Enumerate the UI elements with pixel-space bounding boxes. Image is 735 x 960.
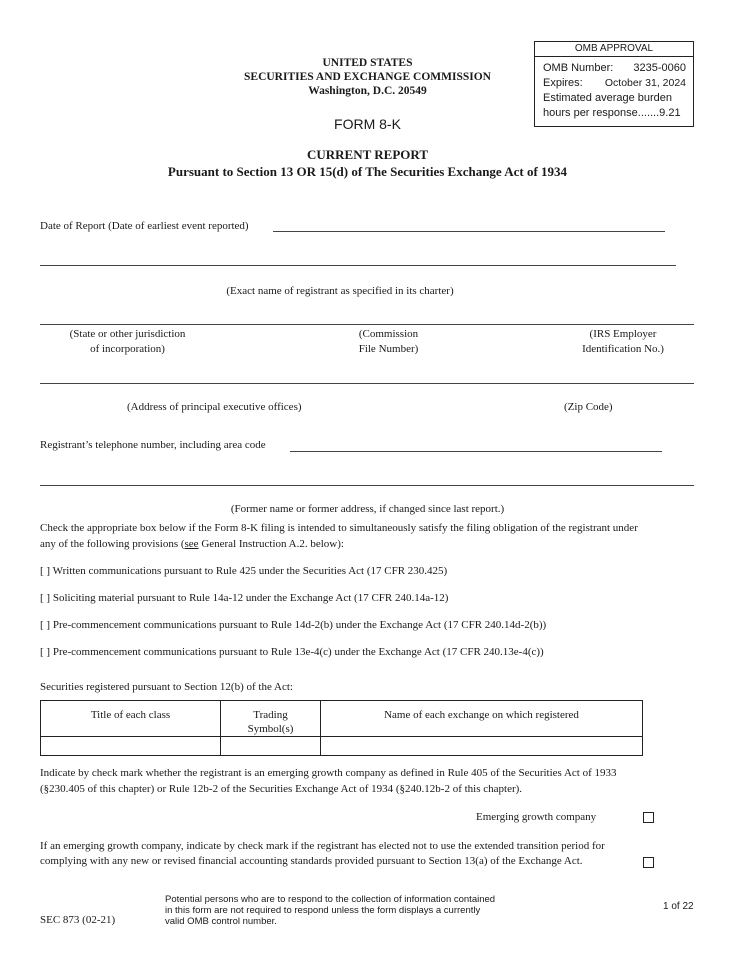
telephone-line[interactable] xyxy=(290,451,662,452)
date-of-report-label: Date of Report (Date of earliest event reported) xyxy=(40,220,249,232)
omb-expires-label: Expires: xyxy=(543,77,583,89)
transition-period-checkbox[interactable] xyxy=(643,857,654,868)
provision-rule-14d-2b[interactable]: [ ] Pre-commencement communications pursuant to Rule 14d-2(b) under the Exchange Act (17 CFR 240.14d-2(b)) xyxy=(40,619,547,631)
former-name-caption: (Former name or former address, if changed since last report.) xyxy=(230,503,505,515)
omb-burden-line1: Estimated average burden xyxy=(543,92,673,104)
agency-country: UNITED STATES xyxy=(322,57,413,69)
col-trading-symbol-line2: Symbol(s) xyxy=(247,723,294,735)
check-instruction-line1: Check the appropriate box below if the Form 8-K filing is intended to simultaneously satisfy the filing obligation of the registrant under xyxy=(40,522,638,534)
former-name-line[interactable] xyxy=(40,485,694,486)
agency-address: Washington, D.C. 20549 xyxy=(308,85,427,97)
address-line[interactable] xyxy=(40,383,694,384)
date-of-report-line[interactable] xyxy=(273,231,665,232)
omb-number-label: OMB Number: xyxy=(543,62,614,74)
omb-notice-line2: in this form are not required to respond unless the form displays a currently xyxy=(165,905,481,916)
omb-number-value: 3235-0060 xyxy=(633,62,687,74)
col-title-of-class: Title of each class xyxy=(90,709,171,721)
report-subtitle: Pursuant to Section 13 OR 15(d) of The Securities Exchange Act of 1934 xyxy=(167,164,568,179)
registrant-name-caption: (Exact name of registrant as specified in its charter) xyxy=(226,285,454,297)
securities-table xyxy=(40,700,643,756)
commission-caption-line1: (Commission xyxy=(358,328,419,340)
report-title: CURRENT REPORT xyxy=(306,147,428,162)
omb-expires-row xyxy=(543,76,686,90)
check-instruction-post: General Instruction A.2. below): xyxy=(198,538,344,550)
state-caption-line2: of incorporation) xyxy=(90,343,165,355)
provision-rule-13e-4c[interactable]: [ ] Pre-commencement communications pursuant to Rule 13e-4(c) under the Exchange Act (17 CFR 240.13e-4(c)) xyxy=(40,646,544,658)
see-link[interactable]: see xyxy=(184,538,199,550)
provision-rule-425[interactable]: [ ] Written communications pursuant to Rule 425 under the Securities Act (17 CFR 230.425) xyxy=(40,565,448,577)
state-caption-line1: (State or other jurisdiction xyxy=(69,328,186,340)
commission-caption-line2: File Number) xyxy=(358,343,419,355)
check-instruction-line2 xyxy=(40,537,344,551)
zip-caption: (Zip Code) xyxy=(564,401,613,413)
omb-notice-line1: Potential persons who are to respond to the collection of information contained xyxy=(165,894,496,905)
telephone-label: Registrant’s telephone number, including area code xyxy=(40,439,266,451)
form-code: SEC 873 (02-21) xyxy=(40,914,116,926)
omb-approval-box xyxy=(534,41,694,127)
omb-number-row xyxy=(543,61,686,75)
provision-rule-14a-12[interactable]: [ ] Soliciting material pursuant to Rule 14a-12 under the Exchange Act (17 CFR 240.14a-12) xyxy=(40,592,449,604)
omb-notice-line3: valid OMB control number. xyxy=(165,916,277,927)
page-number: 1 of 22 xyxy=(663,901,694,912)
irs-caption-line1: (IRS Employer xyxy=(589,328,657,340)
col-trading-symbol-line1: Trading xyxy=(253,709,288,721)
cell-trading-symbol[interactable] xyxy=(221,737,320,755)
omb-expires-value: October 31, 2024 xyxy=(604,77,687,89)
address-caption: (Address of principal executive offices) xyxy=(127,401,302,413)
egc-label: Emerging growth company xyxy=(476,811,597,823)
egc-indicate-line2: (§230.405 of this chapter) or Rule 12b-2 of the Securities Exchange Act of 1934 (§240.12b-2 of this chapter). xyxy=(40,783,523,795)
omb-approval-title: OMB APPROVAL xyxy=(535,42,693,57)
omb-burden-line2: hours per response.......9.21 xyxy=(543,107,681,119)
egc-transition-line1: If an emerging growth company, indicate by check mark if the registrant has elected not to use the extended transition period for xyxy=(40,840,605,852)
check-instruction-pre: any of the following provisions ( xyxy=(40,538,185,550)
cell-exchange-name[interactable] xyxy=(321,737,642,755)
cell-title-of-class[interactable] xyxy=(41,737,220,755)
egc-checkbox[interactable] xyxy=(643,812,654,823)
form-title: FORM 8-K xyxy=(334,116,401,132)
egc-indicate-line1: Indicate by check mark whether the registrant is an emerging growth company as defined in Rule 405 of the Securities Act of 1933 xyxy=(40,767,617,779)
securities-heading: Securities registered pursuant to Section 12(b) of the Act: xyxy=(40,681,293,693)
agency-name: SECURITIES AND EXCHANGE COMMISSION xyxy=(244,71,491,83)
irs-caption-line2: Identification No.) xyxy=(582,343,664,355)
registrant-name-line[interactable] xyxy=(40,265,676,266)
egc-transition-line2: complying with any new or revised financial accounting standards provided pursuant to Section 13(a) of the Exchange Act. xyxy=(40,855,583,867)
col-exchange-name: Name of each exchange on which registered xyxy=(384,709,579,721)
jurisdiction-line[interactable] xyxy=(40,324,694,325)
